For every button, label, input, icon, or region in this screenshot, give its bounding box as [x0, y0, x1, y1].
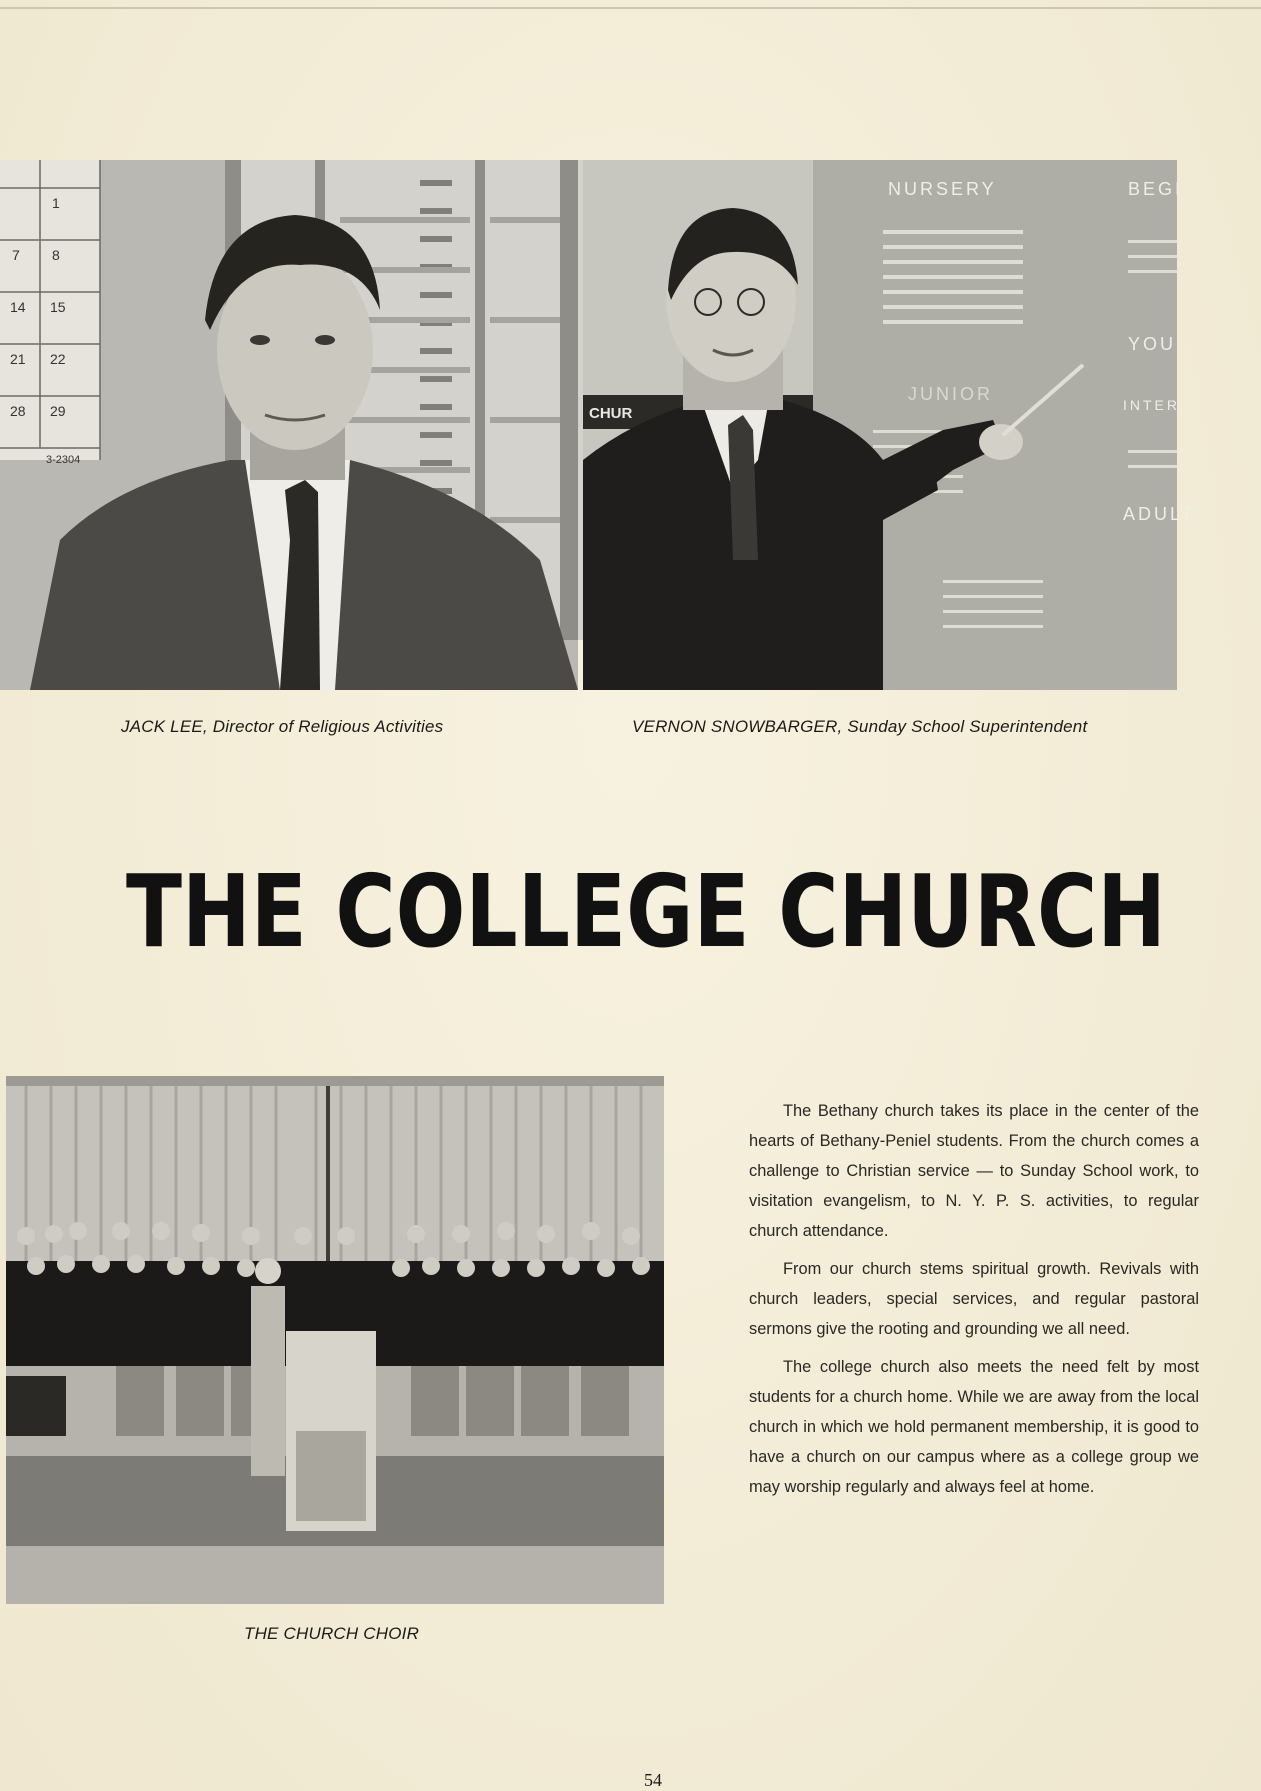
page-number: 54	[644, 1770, 662, 1790]
article-paragraph: The college church also meets the need felt by most students for a church home. While we are away from the local church in which we hold permanent membership, it is good to have a church on our campus where as a college group we may worship regularly and always feel at home.	[749, 1358, 1199, 1496]
board-label-beginner: BEGI	[1128, 179, 1184, 199]
page-headline	[126, 818, 1166, 968]
calendar-number: 3-2304	[46, 454, 81, 466]
calendar-number: 7	[12, 247, 20, 263]
caption-jack-lee: JACK LEE, Director of Religious Activities	[121, 717, 444, 736]
article-paragraph: The Bethany church takes its place in the center of the hearts of Bethany-Peniel students. From the church comes a challenge to Christian service — to Sunday School work, to visitation evangelism, to N. Y. P. S. activities, to regular church attendance.	[749, 1102, 1199, 1240]
top-rule	[0, 7, 1261, 9]
calendar-number: 22	[50, 351, 66, 367]
calendar-number: 21	[10, 351, 26, 367]
calendar-number: 28	[10, 403, 26, 419]
photo-church-choir	[6, 1076, 664, 1604]
calendar-number: 14	[10, 299, 26, 315]
caption-vernon-snowbarger: VERNON SNOWBARGER, Sunday School Superintendent	[632, 717, 1088, 736]
headline-text: THE COLLEGE CHURCH	[126, 853, 1166, 970]
photo-jack-lee	[0, 160, 578, 690]
calendar-number: 1	[52, 195, 60, 211]
calendar-number: 29	[50, 403, 66, 419]
calendar-number: 15	[50, 299, 66, 315]
board-label-nursery: NURSERY	[888, 179, 997, 199]
article-body	[749, 1096, 1199, 1510]
board-label-intermediate: INTER	[1123, 397, 1180, 413]
photo-vernon-snowbarger	[583, 160, 1196, 690]
board-label-youth: YOU	[1128, 334, 1177, 354]
article-paragraph: From our church stems spiritual growth. Revivals with church leaders, special services, and regular pastoral sermons give the rooting and grounding we all need.	[749, 1260, 1199, 1338]
board-label-adult: ADULT	[1123, 504, 1196, 524]
caption-church-choir: THE CHURCH CHOIR	[244, 1624, 420, 1643]
board-label-junior: JUNIOR	[908, 384, 993, 404]
calendar-number: 8	[52, 247, 60, 263]
sign-text-left: CHUR	[589, 405, 633, 422]
